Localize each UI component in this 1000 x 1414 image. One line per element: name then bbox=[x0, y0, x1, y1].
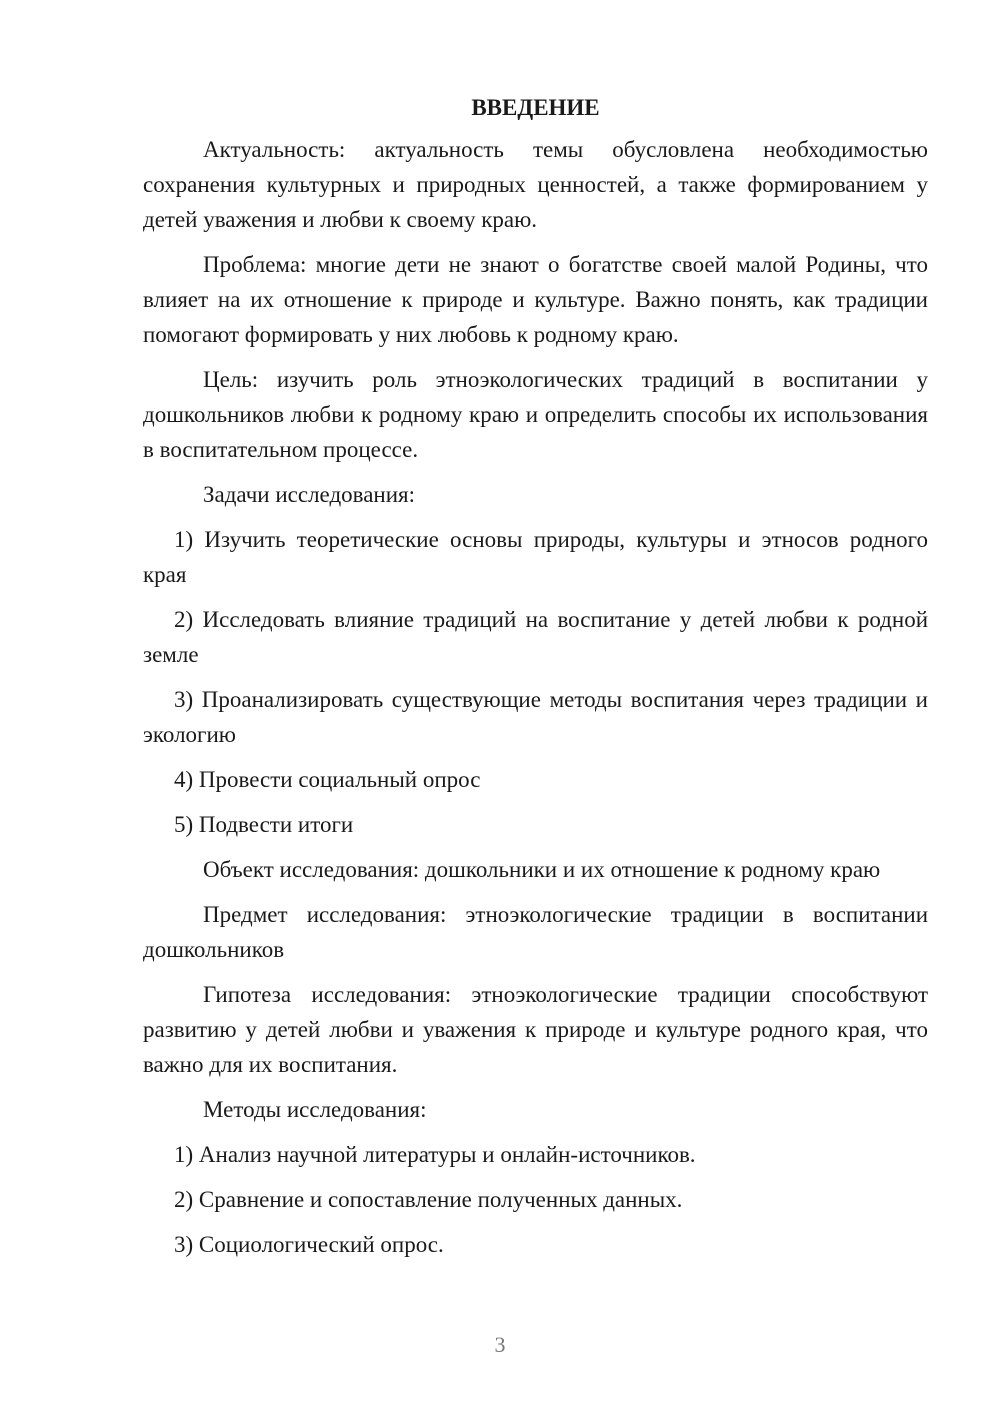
task-item: 3) Проанализировать существующие методы воспитания через традиции и экологию bbox=[143, 687, 928, 747]
task-item: 1) Изучить теоретические основы природы, культуры и этносов родного края bbox=[143, 527, 928, 587]
page-number: 3 bbox=[494, 1332, 506, 1357]
methods-heading: Методы исследования: bbox=[203, 1097, 427, 1122]
relevance-paragraph: Актуальность: актуальность темы обусловлена необходимостью сохранения культурных и природных ценностей, а также формированием у детей уважения и любви к своему краю. bbox=[143, 137, 928, 232]
method-item: 1) Анализ научной литературы и онлайн-источников. bbox=[174, 1142, 696, 1167]
method-item: 2) Сравнение и сопоставление полученных данных. bbox=[174, 1187, 683, 1212]
page-title: ВВЕДЕНИЕ bbox=[471, 95, 600, 120]
task-item: 5) Подвести итоги bbox=[174, 812, 354, 837]
task-item: 2) Исследовать влияние традиций на воспитание у детей любви к родной земле bbox=[143, 607, 928, 667]
subject-paragraph: Предмет исследования: этноэкологические традиции в воспитании дошкольников bbox=[143, 902, 928, 962]
object-paragraph: Объект исследования: дошкольники и их отношение к родному краю bbox=[203, 857, 881, 882]
hypothesis-paragraph: Гипотеза исследования: этноэкологические традиции способствуют развитию у детей любви и уважения к природе и культуре родного края, что важно для их воспитания. bbox=[143, 982, 928, 1077]
goal-paragraph: Цель: изучить роль этноэкологических традиций в воспитании у дошкольников любви к родному краю и определить способы их использования в воспитательном процессе. bbox=[143, 367, 928, 462]
problem-paragraph: Проблема: многие дети не знают о богатстве своей малой Родины, что влияет на их отношение к природе и культуре. Важно понять, как традиции помогают формировать у них любовь к родному краю. bbox=[143, 252, 928, 347]
document-page bbox=[143, 90, 928, 1272]
task-item: 4) Провести социальный опрос bbox=[174, 767, 481, 792]
method-item: 3) Социологический опрос. bbox=[174, 1232, 444, 1257]
tasks-heading: Задачи исследования: bbox=[203, 482, 416, 507]
